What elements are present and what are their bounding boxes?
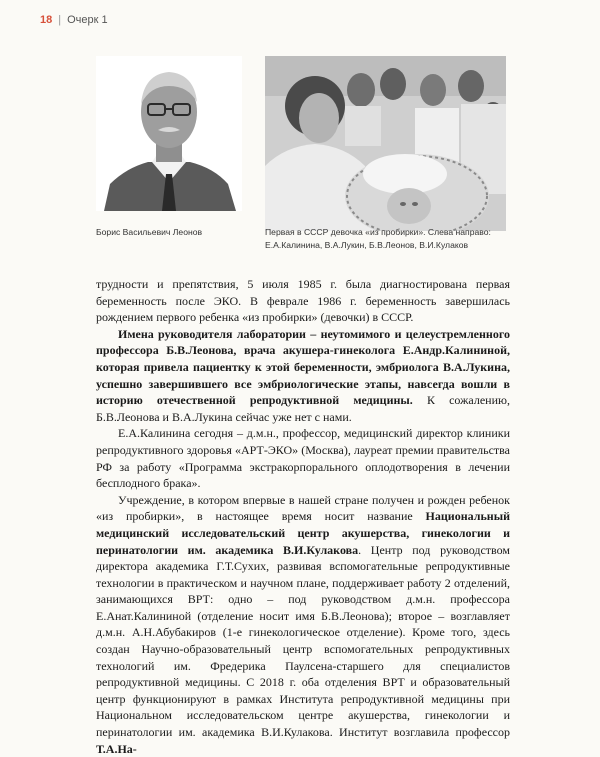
group-photo [265, 56, 506, 231]
paragraph-4-tail-bold: Т.А.На- [96, 741, 137, 756]
paragraph-2-bold: Имена руководителя лаборатории – неутомимого и целеустремленного профессора Б.В.Леонова, врача акушера-гинеколога Е.Андр.Калининой, которая привела пациентку к этой беременности, эмбриолога В.А.Лукина, успешно завершившего все эмбриологические этапы, навсегда вошли в историю отечественной репродуктивной медицины. [96, 326, 510, 408]
paragraph-4-start: Учреждение, в котором впервые в нашей стране получен и рожден ребенок «из пробирки», в настоящее время носит название [96, 492, 510, 524]
paragraph-1: трудности и препятствия, 5 июля 1985 г. была диагностирована первая беременность после ЭКО. В феврале 1986 г. беременность завершилась рождением первого ребенка «из пробирки» (девочки) в СССР. [96, 277, 510, 325]
section-title: Очерк 1 [67, 14, 108, 26]
paragraph-4-end: . Центр под руководством директора академика Г.Т.Сухих, развивая вспомогательные репродуктивные технологии в практическом и научном плане, поддерживает работу 2 отделений, занимающихся ВРТ: одно – под руководством д.м.н. профессора Е.Анат.Калининой (отделение носит имя Б.В.Леонова); второе – возглавляет д.м.н. А.Н.Абубакиров (1-е гинекологическое отделение). Кроме того, здесь создан Научно-образовательный центр вспомогательных репродуктивных технологий им. Фредерика Паулсена-старшего для специалистов репродуктивной медицины. С 2018 г. оба отделения ВРТ и образовательный центр функционируют в рамках Института репродуктивной медицины при Национальном исследовательском центре акушерства, гинекологии и перинатологии им. академика В.И.Кулакова. Институт возглавила профессор [96, 542, 510, 740]
group-photo-caption: Первая в СССР девочка «из пробирки». Слева направо: Е.А.Калинина, В.А.Лукин, Б.В.Леонов, В.И.Кулаков [265, 227, 491, 250]
portrait-photo [96, 56, 242, 211]
article-body [96, 276, 510, 757]
center-name-bold: Национальный медицинский исследовательский центр акушерства, гинекологии и перинатологии им. академика В.И.Кулакова [96, 509, 510, 557]
portrait-caption: Борис Васильевич Леонов [96, 227, 203, 237]
running-header [40, 14, 108, 26]
paragraph-4 [96, 492, 510, 757]
paragraph-2-rest: К сожалению, Б.В.Леонова и В.А.Лукина сейчас уже нет с нами. [96, 393, 510, 424]
paragraph-3: Е.А.Калинина сегодня – д.м.н., профессор, медицинский директор клиники репродуктивного здоровья «АРТ-ЭКО» (Москва), лауреат премии правительства РФ за работу «Программа экстракорпорального оплодотворения в лечении бесплодного брака». [96, 426, 510, 491]
paragraph-2 [96, 326, 510, 426]
page-number: 18 [40, 14, 53, 26]
header-separator: | [58, 14, 62, 26]
